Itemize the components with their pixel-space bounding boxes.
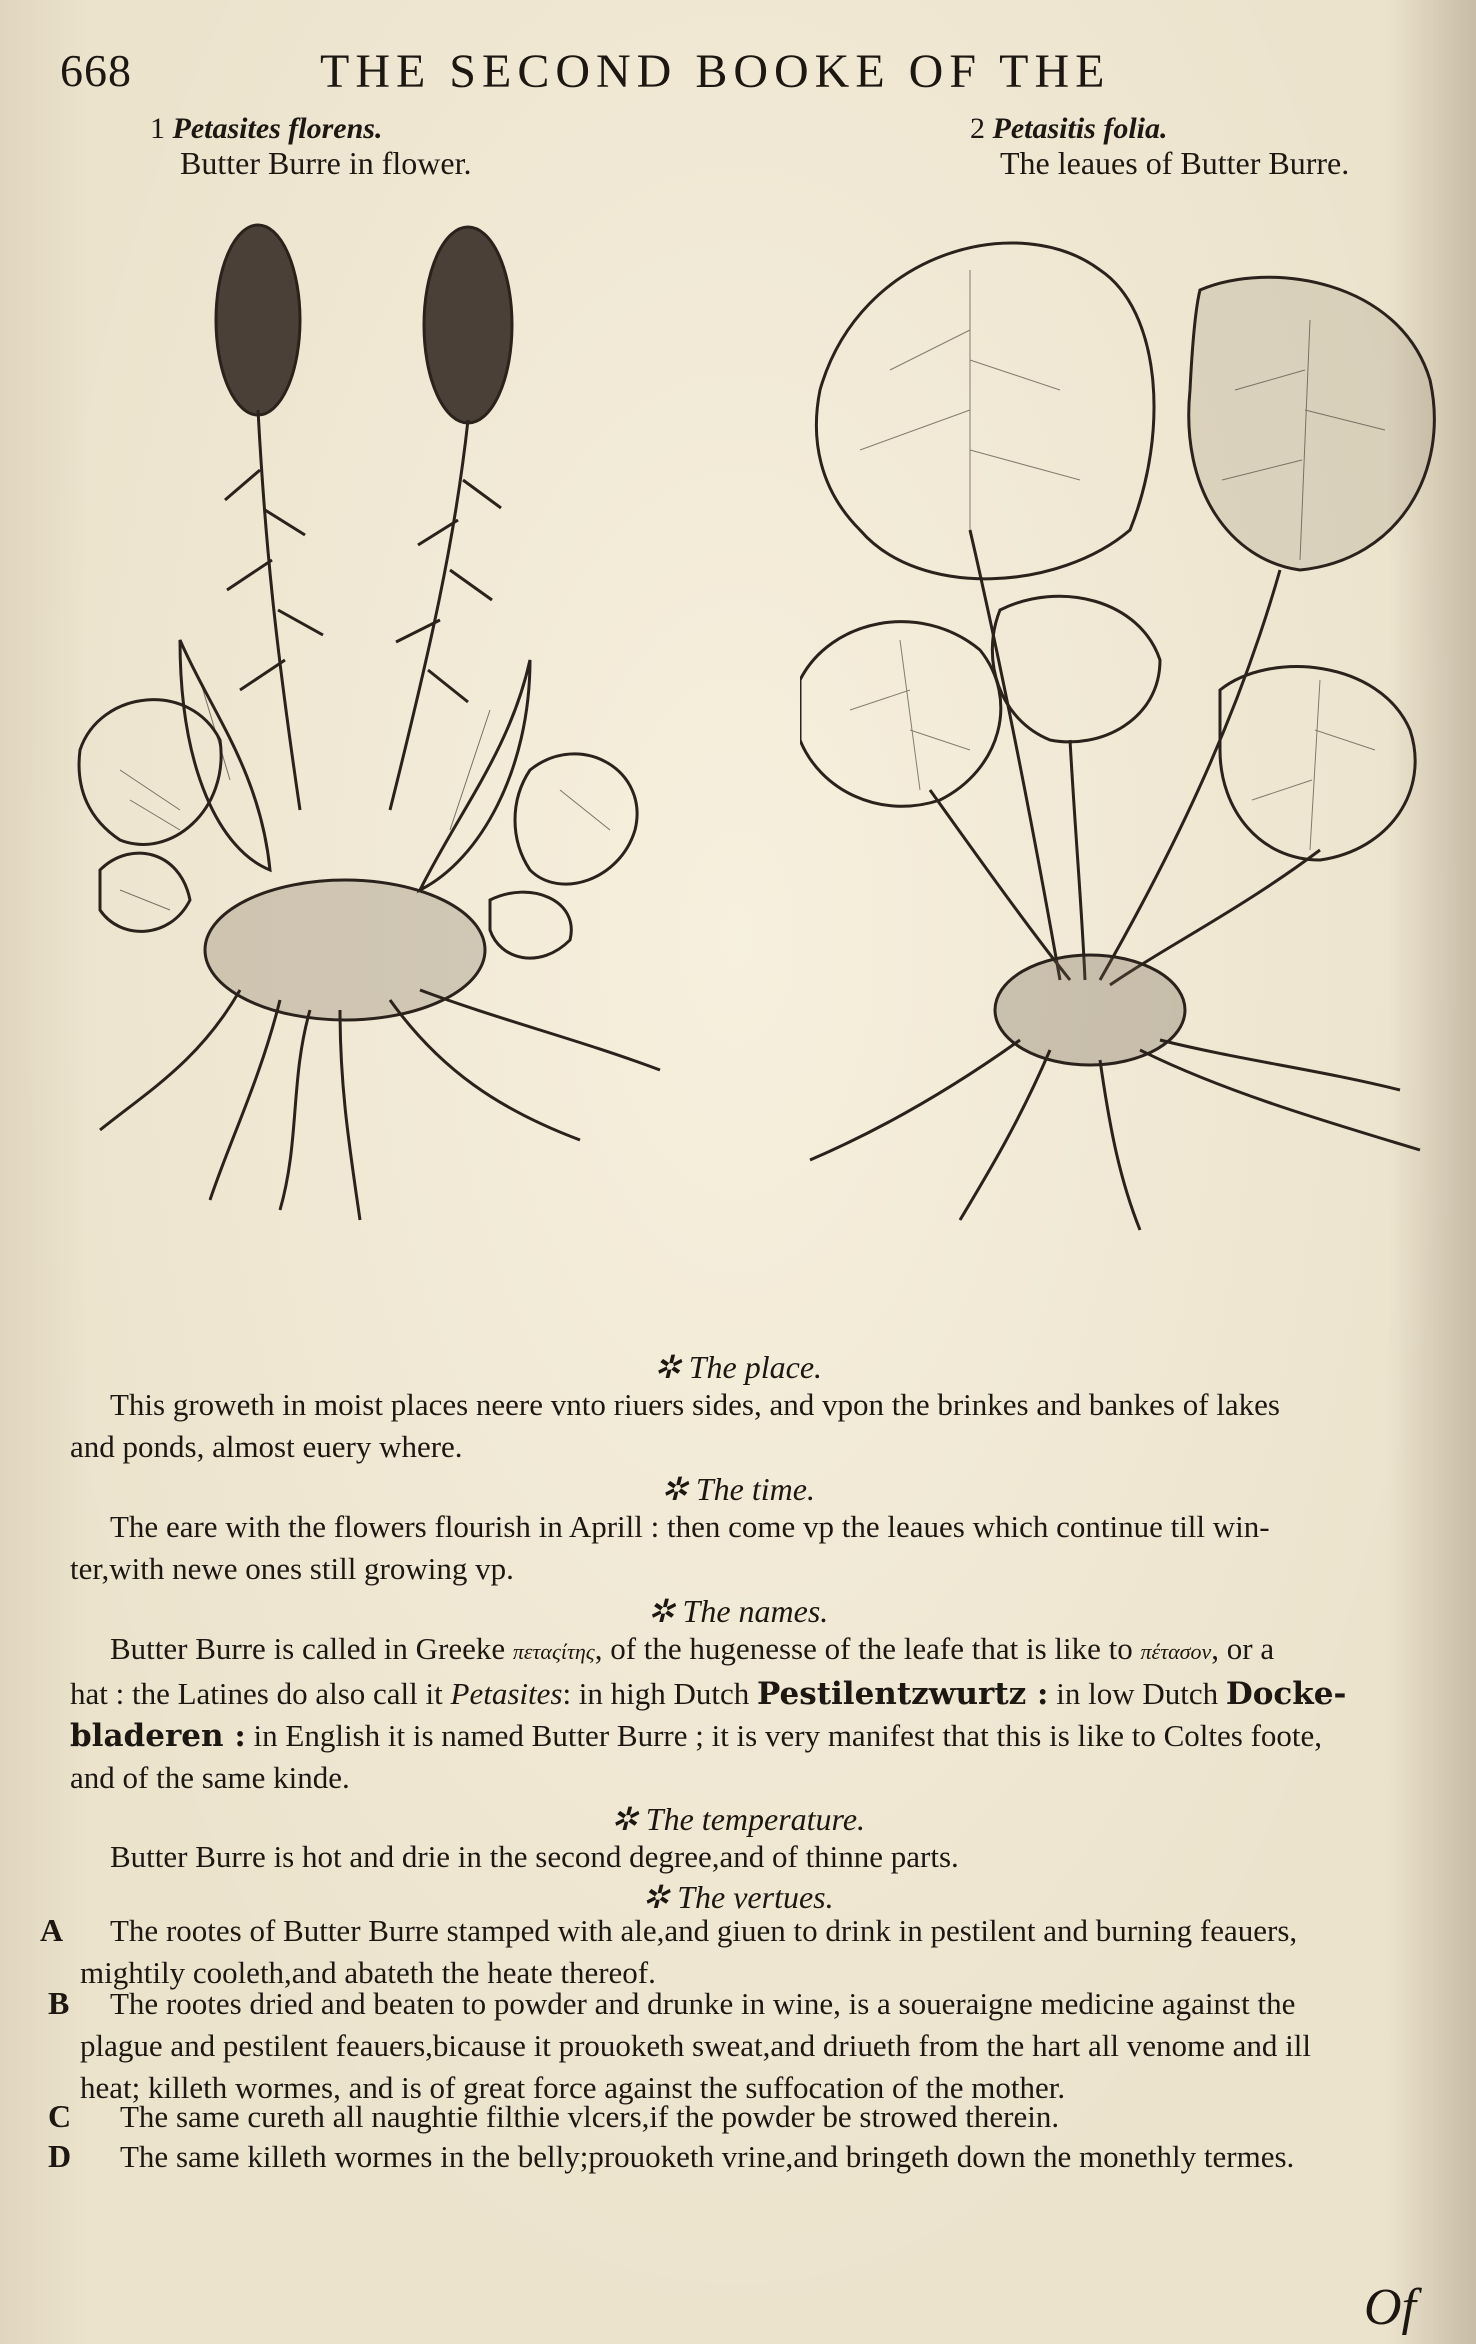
catchword: Of: [1364, 2279, 1416, 2336]
section-heading-time: ✲ The time.: [661, 1471, 815, 1507]
paragraph-temperature: Butter Burre is hot and drie in the second degree,and of thinne parts.: [110, 1839, 959, 1874]
asterism-icon: ✲: [647, 1593, 683, 1629]
page-number: 668: [60, 45, 132, 96]
paragraph-time: [70, 1506, 1450, 1590]
woodcut-butterbur-leaves: [800, 210, 1440, 1250]
section-heading-place: ✲ The place.: [653, 1349, 823, 1385]
asterism-icon: ✲: [653, 1349, 689, 1385]
vertue-a: The rootes of Butter Burre stamped with ale,and giuen to drink in pestilent and burning feauers, mightily cooleth,and abateth the heate thereof.: [80, 1913, 1298, 1990]
blackletter-pestilentzwurtz: Pestilentzwurtz :: [757, 1676, 1049, 1712]
vertue-c: The same cureth all naughtie filthie vlcers,if the powder be strowed therein.: [120, 2099, 1060, 2134]
section-heading-names: ✲ The names.: [647, 1593, 829, 1629]
blackletter-docke: Docke-: [1225, 1676, 1347, 1712]
woodcut-butterbur-flowering: [60, 210, 680, 1250]
figure-2-latin: Petasitis folia.: [992, 112, 1168, 145]
paragraph-place: [70, 1384, 1450, 1468]
paragraph-names: [70, 1628, 1450, 1799]
names-line-3: bladeren : in English it is named Butter Burre ; it is very manifest that this is like to Coltes foote,: [70, 1718, 1323, 1754]
asterism-icon: ✲: [610, 1801, 646, 1837]
vertue-d: The same killeth wormes in the belly;prouoketh vrine,and bringeth down the monethly termes.: [120, 2139, 1295, 2174]
figure-2-caption: [970, 112, 1349, 180]
names-line-4: and of the same kinde.: [70, 1760, 350, 1795]
greek-word-petason: πέτασον: [1140, 1639, 1212, 1664]
figure-2-english: The leaues of Butter Burre.: [1000, 145, 1350, 181]
figure-2-number: 2: [970, 112, 985, 145]
running-title: THE SECOND BOOKE OF THE: [320, 45, 1111, 98]
greek-word-petasites: πεταςίτης: [512, 1639, 595, 1664]
blackletter-bladeren: bladeren :: [70, 1718, 246, 1754]
margin-letter-b: B: [48, 1985, 70, 2021]
figure-1-english: Butter Burre in flower.: [180, 145, 472, 181]
names-line-1: Butter Burre is called in Greeke πεταςίτης, of the hugenesse of the leafe that is like to πέτασον, or a: [110, 1631, 1275, 1666]
margin-letter-a: A: [40, 1912, 64, 1948]
figure-1-number: 1: [150, 112, 165, 145]
section-heading-temperature: ✲ The temperature.: [610, 1801, 866, 1837]
section-heading-vertues: ✲ The vertues.: [642, 1879, 834, 1915]
place-line-1: This groweth in moist places neere vnto riuers sides, and vpon the brinkes and bankes of lakes: [110, 1387, 1280, 1422]
time-line-2: ter,with newe ones still growing vp.: [70, 1551, 514, 1586]
place-line-2: and ponds, almost euery where.: [70, 1429, 463, 1464]
names-line-2: hat : the Latines do also call it Petasites: in high Dutch Pestilentzwurtz : in low Dutch Docke-: [70, 1676, 1347, 1712]
latin-word-petasites: Petasites: [450, 1676, 563, 1711]
margin-letter-d: D: [48, 2138, 72, 2174]
asterism-icon: ✲: [642, 1879, 678, 1915]
time-line-1: The eare with the flowers flourish in Aprill : then come vp the leaues which continue till win-: [110, 1509, 1270, 1544]
margin-letter-c: C: [48, 2098, 72, 2134]
vertue-b: The rootes dried and beaten to powder and drunke in wine, is a soueraigne medicine against the plague and pestilent feauers,bicause it prouoketh sweat,and driueth from the hart all venome and ill heat; killeth wormes, and is of great force against the suffocation of the mother.: [80, 1986, 1311, 2105]
figure-1-caption: [150, 112, 471, 180]
asterism-icon: ✲: [661, 1471, 696, 1507]
figure-1-latin: Petasites florens.: [172, 112, 383, 145]
